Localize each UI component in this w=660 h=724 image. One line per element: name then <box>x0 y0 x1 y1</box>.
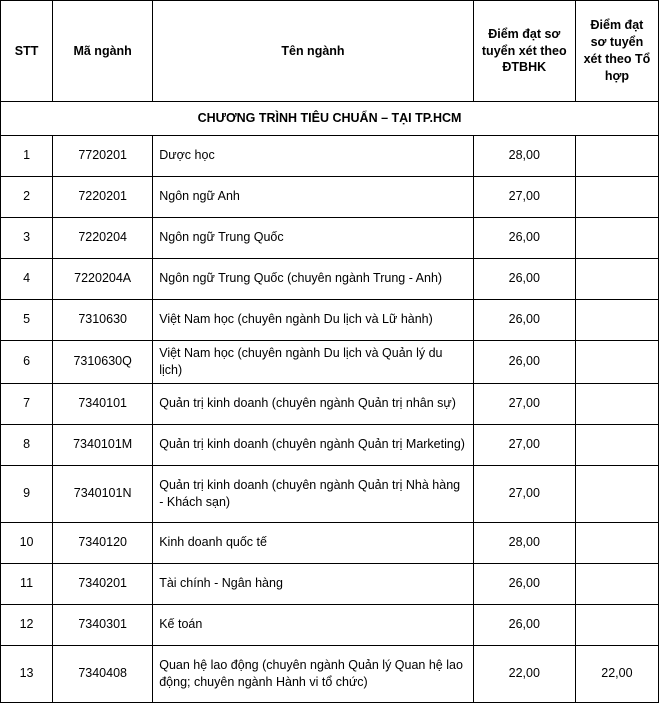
section-title: CHƯƠNG TRÌNH TIÊU CHUẨN – TẠI TP.HCM <box>1 102 659 136</box>
header-major-code: Mã ngành <box>53 1 153 102</box>
score-tohop <box>575 563 658 604</box>
row-index: 3 <box>1 217 53 258</box>
major-name: Quản trị kinh doanh (chuyên ngành Quản trị Nhà hàng - Khách sạn) <box>153 465 473 522</box>
score-tohop: 22,00 <box>575 645 658 702</box>
major-code: 7220204 <box>53 217 153 258</box>
major-name: Việt Nam học (chuyên ngành Du lịch và Quản lý du lịch) <box>153 340 473 383</box>
score-tohop <box>575 340 658 383</box>
row-index: 13 <box>1 645 53 702</box>
row-index: 12 <box>1 604 53 645</box>
row-index: 2 <box>1 176 53 217</box>
score-tohop <box>575 383 658 424</box>
score-tohop <box>575 424 658 465</box>
score-tohop <box>575 135 658 176</box>
header-score-tohop: Điểm đạt sơ tuyển xét theo Tổ hợp <box>575 1 658 102</box>
score-tohop <box>575 299 658 340</box>
score-dtbhk: 26,00 <box>473 340 575 383</box>
score-tohop <box>575 522 658 563</box>
header-score-dtbhk: Điểm đạt sơ tuyển xét theo ĐTBHK <box>473 1 575 102</box>
major-code: 7720201 <box>53 135 153 176</box>
table-row <box>1 340 659 383</box>
score-dtbhk: 28,00 <box>473 135 575 176</box>
row-index: 6 <box>1 340 53 383</box>
major-code: 7340101N <box>53 465 153 522</box>
score-dtbhk: 26,00 <box>473 217 575 258</box>
score-dtbhk: 27,00 <box>473 383 575 424</box>
major-code: 7220204A <box>53 258 153 299</box>
major-name: Dược học <box>153 135 473 176</box>
major-code: 7340120 <box>53 522 153 563</box>
row-index: 7 <box>1 383 53 424</box>
major-name: Quan hệ lao động (chuyên ngành Quản lý Quan hệ lao động; chuyên ngành Hành vi tổ chức) <box>153 645 473 702</box>
major-code: 7310630Q <box>53 340 153 383</box>
table-header <box>1 1 659 102</box>
major-code: 7340201 <box>53 563 153 604</box>
score-dtbhk: 27,00 <box>473 465 575 522</box>
table-body <box>1 102 659 703</box>
major-code: 7340408 <box>53 645 153 702</box>
header-major-name: Tên ngành <box>153 1 473 102</box>
score-dtbhk: 22,00 <box>473 645 575 702</box>
header-stt: STT <box>1 1 53 102</box>
row-index: 11 <box>1 563 53 604</box>
major-code: 7340101 <box>53 383 153 424</box>
major-name: Quản trị kinh doanh (chuyên ngành Quản trị Marketing) <box>153 424 473 465</box>
score-dtbhk: 27,00 <box>473 176 575 217</box>
header-row <box>1 1 659 102</box>
row-index: 9 <box>1 465 53 522</box>
score-dtbhk: 26,00 <box>473 604 575 645</box>
major-name: Kinh doanh quốc tế <box>153 522 473 563</box>
row-index: 10 <box>1 522 53 563</box>
major-code: 7220201 <box>53 176 153 217</box>
score-tohop <box>575 176 658 217</box>
table-row <box>1 645 659 702</box>
table-row <box>1 176 659 217</box>
table-row <box>1 217 659 258</box>
table-row <box>1 563 659 604</box>
table-row <box>1 383 659 424</box>
major-name: Ngôn ngữ Anh <box>153 176 473 217</box>
score-dtbhk: 27,00 <box>473 424 575 465</box>
section-title-row <box>1 102 659 136</box>
row-index: 8 <box>1 424 53 465</box>
table-row <box>1 258 659 299</box>
row-index: 5 <box>1 299 53 340</box>
score-tohop <box>575 604 658 645</box>
row-index: 1 <box>1 135 53 176</box>
major-name: Quản trị kinh doanh (chuyên ngành Quản trị nhân sự) <box>153 383 473 424</box>
major-name: Kế toán <box>153 604 473 645</box>
major-code: 7310630 <box>53 299 153 340</box>
major-code: 7340301 <box>53 604 153 645</box>
major-code: 7340101M <box>53 424 153 465</box>
score-dtbhk: 28,00 <box>473 522 575 563</box>
score-tohop <box>575 258 658 299</box>
table-row <box>1 465 659 522</box>
score-dtbhk: 26,00 <box>473 299 575 340</box>
row-index: 4 <box>1 258 53 299</box>
table-row <box>1 522 659 563</box>
major-name: Ngôn ngữ Trung Quốc <box>153 217 473 258</box>
score-dtbhk: 26,00 <box>473 258 575 299</box>
score-tohop <box>575 465 658 522</box>
table-row <box>1 135 659 176</box>
table-row <box>1 299 659 340</box>
major-name: Tài chính - Ngân hàng <box>153 563 473 604</box>
major-name: Ngôn ngữ Trung Quốc (chuyên ngành Trung - Anh) <box>153 258 473 299</box>
major-name: Việt Nam học (chuyên ngành Du lịch và Lữ hành) <box>153 299 473 340</box>
table-row <box>1 424 659 465</box>
score-dtbhk: 26,00 <box>473 563 575 604</box>
table-row <box>1 604 659 645</box>
score-tohop <box>575 217 658 258</box>
